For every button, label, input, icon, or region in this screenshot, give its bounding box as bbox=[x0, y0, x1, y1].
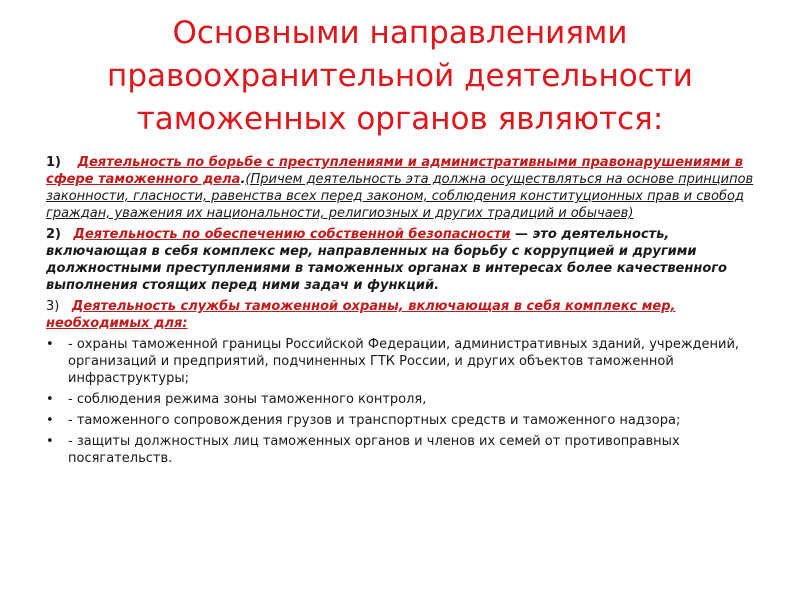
item-1 bbox=[46, 154, 758, 222]
item-2-heading: Деятельность по обеспечению собственной безопасности bbox=[73, 227, 511, 242]
bullet-text: - защиты должностных лиц таможенных органов и членов их семей от противоправных посягательств. bbox=[68, 434, 680, 466]
bullet-dot: • bbox=[46, 337, 54, 352]
bullet-dot: • bbox=[46, 434, 54, 449]
title-line-2: правоохранительной деятельности bbox=[107, 58, 693, 94]
bullet-text: - таможенного сопровождения грузов и транспортных средств и таможенного надзора; bbox=[68, 413, 681, 428]
title-line-3: таможенных органов являются: bbox=[136, 101, 664, 137]
slide-body bbox=[46, 154, 758, 471]
item-3-heading: Деятельность службы таможенной охраны, включающая в себя комплекс мер, необходимых для: bbox=[46, 299, 676, 331]
item-1-punct: . bbox=[240, 172, 246, 187]
item-2 bbox=[46, 226, 758, 294]
bullet-item bbox=[46, 391, 758, 408]
bullet-item bbox=[46, 336, 758, 387]
item-3-number: 3) bbox=[46, 299, 60, 314]
item-2-number: 2) bbox=[46, 227, 61, 242]
title-line-1: Основными направлениями bbox=[172, 15, 628, 51]
item-1-heading: Деятельность по борьбе с преступлениями и административными правонарушениями в сфере таможенного дела bbox=[46, 155, 743, 187]
item-3-bullet-list bbox=[46, 336, 758, 467]
item-1-body: (Причем деятельность эта должна осуществляться на основе принципов законности, гласности, равенства всех перед законом, соблюдения конституционных прав и свобод граждан, уважения их национальности, религиозных и других традиций и обычаев) bbox=[46, 172, 754, 221]
item-1-number: 1) bbox=[46, 155, 61, 170]
item-3 bbox=[46, 298, 758, 332]
item-2-body: — это деятельность, включающая в себя комплекс мер, направленных на борьбу с коррупцией и другими должностными преступлениями в таможенных органах в интересах более качественного выполнения стоящих перед ними задач и функций. bbox=[46, 227, 727, 293]
bullet-dot: • bbox=[46, 413, 54, 428]
bullet-dot: • bbox=[46, 392, 54, 407]
bullet-item bbox=[46, 412, 758, 429]
bullet-text: - соблюдения режима зоны таможенного контроля, bbox=[68, 392, 427, 407]
bullet-item bbox=[46, 433, 758, 467]
slide-title bbox=[40, 12, 760, 141]
bullet-text: - охраны таможенной границы Российской Федерации, административных зданий, учреждений, организаций и предприятий, подчиненных ГТК России, и других объектов таможенной инфраструктуры; bbox=[68, 337, 740, 386]
